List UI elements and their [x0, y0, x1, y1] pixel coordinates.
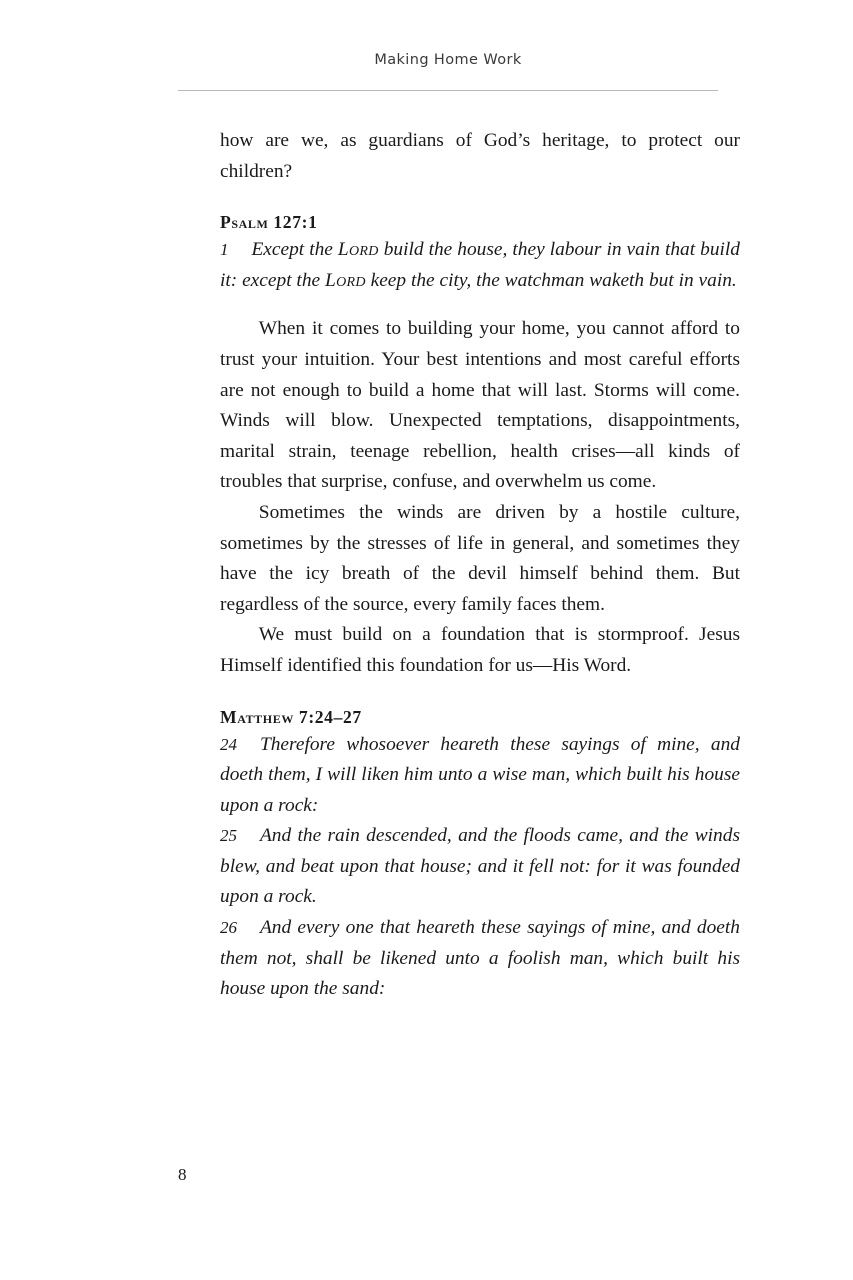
paragraph-opening: how are we, as guardians of God’s heritage, to protect our children? [220, 130, 740, 182]
scripture-verse-psalm [220, 235, 740, 296]
verse-text-part: keep the city, the watchman waketh but in vain. [365, 269, 737, 291]
paragraph-1: When it comes to building your home, you cannot afford to trust your intuition. Your best intentions and most careful efforts are not enough to build a home that will last. Storms will come. Winds will blow. Unexpected temptations, disappointments, marital strain, teenage rebellion, health crises—all kinds of troubles that surprise, confuse, and overwhelm us come. [220, 318, 740, 493]
page-number: 8 [178, 1165, 187, 1184]
spacer [220, 296, 740, 314]
verse-text-part: Except the [251, 239, 338, 261]
verse-text-part: build the house, they labour in vain that build it: except the [220, 239, 740, 291]
paragraph-2: Sometimes the winds are driven by a hostile culture, sometimes by the stresses of life in general, and sometimes they have the icy breath of the devil himself behind them. But regardless of the source, every family faces them. [220, 501, 740, 615]
scripture-heading-psalm: Psalm 127:1 [220, 212, 318, 233]
paragraph-3: We must build on a foundation that is stormproof. Jesus Himself identified this foundation for us—His Word. [220, 624, 740, 676]
verse-number: 24 [220, 734, 237, 754]
verse-text: And every one that heareth these sayings of mine, and doeth them not, shall be likened unto a foolish man, which built his house upon the sand: [220, 917, 740, 1000]
scripture-verse-matthew-26 [220, 913, 740, 1005]
verse-text: And the rain descended, and the floods came, and the winds blew, and beat upon that house; and it fell not: for it was founded upon a rock. [220, 825, 740, 908]
verse-text: Therefore whosoever heareth these sayings of mine, and doeth them, I will liken him unto a wise man, which built his house upon a rock: [220, 733, 740, 816]
scripture-verse-matthew-24 [220, 730, 740, 822]
divine-name: Lord [324, 269, 366, 291]
divine-name: Lord [337, 239, 379, 261]
header-divider [178, 90, 718, 91]
verse-number: 1 [220, 240, 229, 260]
verse-number: 25 [220, 826, 237, 846]
scripture-verse-matthew-25 [220, 821, 740, 913]
page-body [220, 126, 740, 1005]
running-head: Making Home Work [374, 52, 522, 68]
scripture-heading-matthew: Matthew 7:24–27 [220, 706, 362, 727]
verse-number: 26 [220, 918, 237, 938]
